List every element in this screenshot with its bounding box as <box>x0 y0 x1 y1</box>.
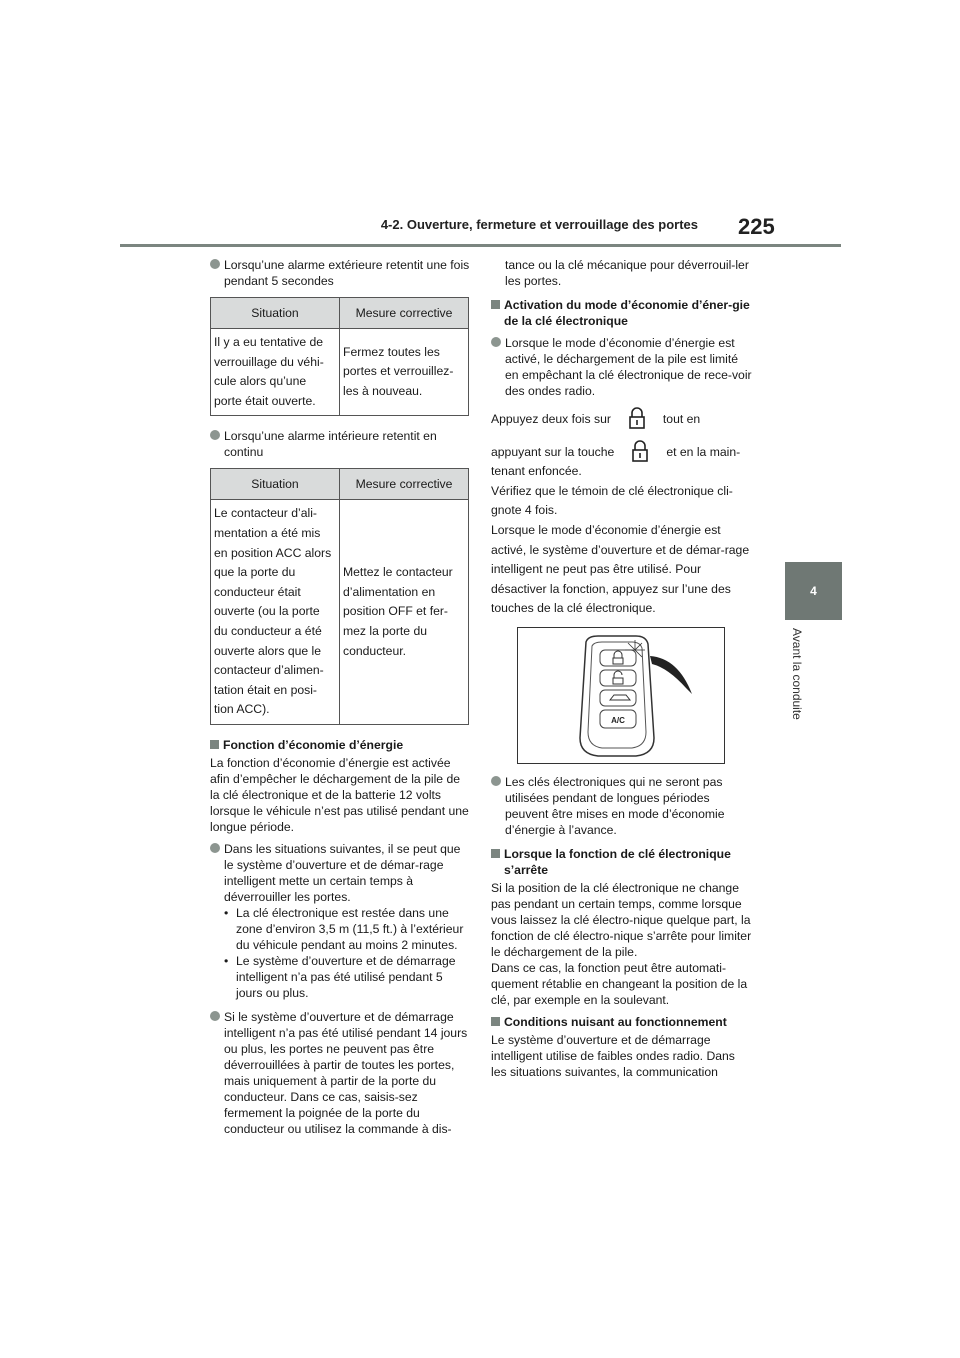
paragraph-blink: Vérifiez que le témoin de clé électronique cli-gnote 4 fois. <box>491 483 733 518</box>
section-title: 4-2. Ouverture, fermeture et verrouillage des portes <box>380 217 698 232</box>
square-marker-icon <box>491 300 500 309</box>
instruction-line-3: tenant enfoncée. <box>491 464 582 479</box>
heading-key-energy-mode: Activation du mode d’économie d’éner-gie de la clé électronique <box>491 297 753 329</box>
smart-key-figure <box>517 627 725 764</box>
table-header-corrective: Mesure corrective <box>340 298 469 329</box>
bullet-14-days: Si le système d’ouverture et de démarrage intelligent n’a pas été utilisé pendant 14 jours ou plus, les portes ne peuvent pas être déverrouillées à partir de toutes les portes, mais uniquement à partir de la porte du conducteur. Dans ce cas, saisis-sez fermement la poignée de la porte du conducteur ou utilisez la commande à dis- <box>210 1009 472 1137</box>
chapter-label: Avant la conduite <box>790 628 804 720</box>
square-marker-icon <box>491 1017 500 1026</box>
smart-key-illustration <box>518 628 724 763</box>
heading-key-stops: Lorsque la fonction de clé électronique s’arrête <box>491 846 753 878</box>
paragraph-restore: Dans ce cas, la fonction peut être automati-quement rétablie en changeant la position de la clé, par exemple en la soulevant. <box>491 960 748 1007</box>
page-number: 225 <box>738 214 775 239</box>
chapter-tab: 4 <box>785 562 842 620</box>
bullet-dot-icon <box>210 843 220 853</box>
bullet-dot-icon <box>491 776 501 786</box>
bullet-dot-icon <box>210 430 220 440</box>
heading-conditions: Conditions nuisant au fonctionnement <box>491 1014 753 1030</box>
square-marker-icon <box>210 740 219 749</box>
interior-alarm-table <box>210 468 469 725</box>
header-rule <box>120 244 841 247</box>
table-cell-corrective: Fermez toutes les portes et verrouillez-les à nouveau. <box>340 329 469 416</box>
bullet-dot-icon <box>491 337 501 347</box>
bullet-exterior-alarm: Lorsqu’une alarme extérieure retentit une fois pendant 5 secondes <box>210 257 472 289</box>
paragraph-continuation: tance ou la clé mécanique pour déverrouil-ler les portes. <box>505 258 749 288</box>
bullet-interior-alarm: Lorsqu’une alarme intérieure retentit en continu <box>210 428 472 460</box>
sub-item-days: • Le système d’ouverture et de démarrage intelligent n’a pas été utilisé pendant 5 jours ou plus. <box>224 953 456 1000</box>
bullet-dot-icon <box>210 1011 220 1021</box>
table-cell-situation: Il y a eu tentative de verrouillage du véhi-cule alors qu’une porte était ouverte. <box>211 329 340 416</box>
sub-item-zone: • La clé électronique est restée dans une zone d’environ 3,5 m (11,5 ft.) à l’extérieur du véhicule pendant au moins 2 minutes. <box>224 905 464 952</box>
paragraph-conditions: Le système d’ouverture et de démarrage intelligent utilise de faibles ondes radio. Dans les situations suivantes, la communication <box>491 1032 735 1079</box>
left-column <box>210 257 472 1145</box>
heading-energy-saving: Fonction d’économie d’énergie <box>210 737 472 753</box>
table-cell-corrective: Mettez le contacteur d’alimentation en position OFF et fer-mez la porte du conducteur. <box>340 500 469 725</box>
table-header-corrective: Mesure corrective <box>340 469 469 500</box>
paragraph-deactivate: Lorsque le mode d’économie d’énergie est activé, le système d’ouverture et de démar-rage intelligent ne peut pas être utilisé. Pour désactiver la fonction, appuyez sur l’une des touches de la clé électronique. <box>491 522 750 616</box>
bullet-long-periods: Les clés électroniques qui ne seront pas utilisées pendant de longues périodes peuvent être mises en mode d’économie d’énergie à l’avance. <box>491 774 753 838</box>
table-header-situation: Situation <box>211 298 340 329</box>
page-header <box>0 0 960 250</box>
paragraph-key-stops: Si la position de la clé électronique ne change pas pendant un certain temps, comme lorsque vous laissez la clé électro-nique quelque part, la fonction de clé électro-nique s’arrête pour limiter le déchargement de la pile. <box>491 880 752 959</box>
square-marker-icon <box>491 849 500 858</box>
exterior-alarm-table <box>210 297 469 416</box>
lock-button-icon <box>630 440 650 462</box>
right-column <box>491 257 753 1086</box>
bullet-dot-icon <box>210 259 220 269</box>
table-cell-situation: Le contacteur d’ali-mentation a été mis en position ACC alors que la porte du conducteur était ouverte (ou la porte du conducteur a été ouverte alors que le contacteur d’alimen-tation était en posi-tion ACC). <box>211 500 340 725</box>
bullet-situations: Dans les situations suivantes, il se peut que le système d’ouverture et de démar-rage intelligent mette un certain temps à déverrouiller les portes. <box>210 841 472 905</box>
instruction-line-1: Appuyez deux fois sur tout en <box>491 407 753 430</box>
lock-button-icon <box>627 407 647 429</box>
paragraph-energy: La fonction d’économie d’énergie est activée afin d’empêcher le déchargement de la pile de la clé électronique et de la batterie 12 volts lorsque le véhicule n’est pas utilisé pendant une longue période. <box>210 755 469 834</box>
table-header-situation: Situation <box>211 469 340 500</box>
ac-button-label: A/C <box>611 715 625 725</box>
bullet-energy-mode: Lorsque le mode d’économie d’énergie est activé, le déchargement de la pile est limité en empêchant la clé électronique de rece-voir des ondes radio. <box>491 335 753 399</box>
instruction-line-2: appuyant sur la touche et en la main- <box>491 440 753 463</box>
